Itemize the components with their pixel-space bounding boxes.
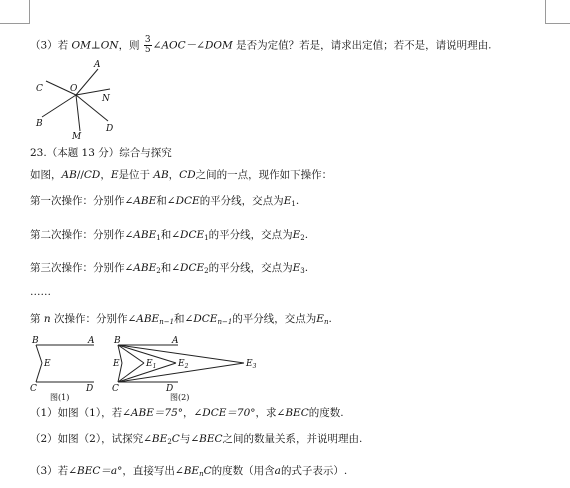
segment-ec: [36, 363, 42, 382]
op2-sub: 2: [300, 234, 305, 242]
operation-n: [30, 312, 332, 329]
q1-angle-dce: ∠DCE＝70°: [193, 407, 256, 419]
intro-f: 之间的一点，现作如下操作：: [195, 169, 333, 181]
op1-angle1: ∠ABE: [124, 195, 157, 207]
op3-b: 的平分线，交点为: [208, 262, 293, 274]
fig2-label-e1: $E_1$: [146, 359, 157, 370]
q2-angle-be2c: ∠BE: [143, 433, 168, 445]
opn-point: E: [316, 313, 324, 325]
rays-figure: [28, 55, 138, 143]
crop-mark-top-right-vertical: [545, 0, 546, 24]
q3-angle-bec: ∠BEC＝a°: [68, 465, 123, 477]
problem-heading: 23.（本题 13 分）综合与探究: [30, 147, 172, 159]
q3-prev-perp: ⊥: [90, 39, 101, 52]
fig2-label-e3: $E_3$: [246, 359, 257, 370]
op3-and: 和: [160, 262, 172, 274]
label-b: B: [36, 119, 43, 129]
opn-angle1: ∠ABE: [127, 313, 160, 325]
op1-angle2: ∠DCE: [166, 195, 200, 207]
frac-num: 3: [144, 35, 151, 45]
label-m: M: [72, 132, 82, 142]
opn-sub1: n−1: [159, 318, 175, 326]
q3-c: 的度数（用含: [211, 465, 275, 477]
opn-end: .: [328, 313, 332, 325]
crop-mark-top-left-horizontal: [0, 23, 30, 24]
figure-1: [28, 334, 108, 402]
figure-2-caption: 图(2): [170, 393, 190, 402]
opn-n: n: [43, 313, 51, 325]
problem-intro: [30, 168, 332, 182]
q2-c: 之间的数量关系，并说明理由.: [222, 433, 363, 445]
q2-sub: 2: [167, 438, 172, 446]
label-d: D: [106, 124, 114, 134]
opn-b: 次操作：分别作: [50, 313, 128, 325]
op1-sub: 1: [291, 200, 296, 208]
label-c: C: [36, 84, 43, 94]
label-n: N: [102, 94, 110, 104]
q2-angle-c: C: [171, 433, 180, 445]
opn-and: 和: [174, 313, 185, 325]
operation-3: [30, 261, 308, 278]
intro-c: 是位于: [118, 169, 154, 181]
fig2-label-b: B: [114, 336, 121, 346]
q1-b: ，: [183, 407, 194, 419]
op1-point: E: [283, 195, 292, 207]
op2-sub1: 1: [156, 234, 161, 242]
q3-b: ，直接写出: [122, 465, 175, 477]
q3-prev-then: ，则: [118, 39, 140, 52]
intro-ab: AB: [61, 169, 77, 181]
figure-1-caption: 图(1): [50, 393, 70, 402]
op2-a: 第二次操作：分别作: [30, 229, 125, 241]
q3-prev-expr: ∠AOC－∠DOM: [152, 39, 233, 52]
q3-prev-tail: 是否为定值？若是，请求出定值；若不是，请说明理由.: [236, 39, 492, 52]
intro-cd: CD: [83, 169, 101, 181]
operation-1: [30, 194, 299, 211]
q1-angle-abe: ∠ABE＝75°: [122, 407, 183, 419]
fig1-label-a: A: [88, 336, 95, 346]
segment-be: [36, 345, 42, 363]
op1-end: .: [295, 195, 300, 207]
label-a: A: [94, 60, 101, 70]
prev-question-3: [30, 36, 491, 55]
op3-sub2: 2: [204, 267, 209, 275]
op2-sub2: 1: [204, 234, 209, 242]
op3-sub1: 2: [156, 267, 161, 275]
op3-point: E: [292, 262, 301, 274]
fig2-label-a: A: [172, 336, 179, 346]
q1-c: ，求: [255, 407, 277, 419]
op2-angle1: ∠ABE: [124, 229, 157, 241]
op2-angle2: ∠DCE: [171, 229, 205, 241]
q2-angle-bec: ∠BEC: [190, 433, 223, 445]
fig1-label-e: E: [44, 359, 51, 369]
q3-prev-on: ON: [100, 39, 119, 52]
q2-a: （2）如图（2），试探究: [30, 433, 144, 445]
ellipsis: ……: [30, 286, 51, 298]
q2-b: 与: [179, 433, 191, 445]
fig2-label-e: E: [113, 359, 120, 369]
figure-2: [108, 334, 268, 402]
q1-angle-bec: ∠BEC: [276, 407, 309, 419]
q3-prev-om: OM: [71, 39, 91, 52]
q3-a: （3）若: [30, 465, 69, 477]
q3-prev-prefix: （3）若: [30, 39, 72, 52]
frac-den: 5: [144, 45, 151, 55]
question-3: [30, 464, 347, 481]
op2-end: .: [304, 229, 309, 241]
op3-sub: 3: [300, 267, 305, 275]
opn-sub: n: [323, 318, 329, 326]
fig2-label-d: D: [166, 384, 174, 394]
op3-angle2: ∠DCE: [171, 262, 205, 274]
op3-end: .: [304, 262, 309, 274]
q1-d: 的度数.: [308, 407, 344, 419]
opn-angle2: ∠DCE: [184, 313, 218, 325]
op2-point: E: [292, 229, 301, 241]
ray-om: [76, 95, 80, 131]
question-2: [30, 432, 362, 449]
question-1: [30, 406, 344, 420]
op1-a: 第一次操作：分别作: [30, 195, 125, 207]
ray-oa: [76, 69, 98, 95]
operation-2: [30, 228, 308, 245]
fig1-label-b: B: [32, 336, 39, 346]
fraction-3-5: [144, 36, 152, 55]
ray-ob: [42, 95, 76, 117]
q3-sub: n: [199, 470, 204, 478]
q3-angle-c: C: [203, 465, 212, 477]
crop-mark-top-left-vertical: [29, 0, 30, 24]
op1-b: 的平分线，交点为: [199, 195, 284, 207]
intro-d: ，: [168, 169, 180, 181]
fig2-label-c: C: [112, 384, 119, 394]
q3-var-a: a: [274, 465, 281, 477]
intro-a: 如图，: [30, 169, 62, 181]
intro-e: E: [110, 169, 119, 181]
op2-b: 的平分线，交点为: [208, 229, 293, 241]
q3-d: 的式子表示）.: [280, 465, 348, 477]
op2-and: 和: [160, 229, 172, 241]
intro-parallel: //: [76, 169, 84, 181]
crop-mark-top-right-horizontal: [545, 23, 570, 24]
op3-angle1: ∠ABE: [124, 262, 157, 274]
fig1-label-d: D: [86, 384, 94, 394]
label-o: O: [70, 84, 78, 94]
opn-c: 的平分线，交点为: [232, 313, 317, 325]
opn-sub2: n−1: [217, 318, 233, 326]
q3-angle-benc: ∠BE: [174, 465, 200, 477]
intro-b: ，: [100, 169, 111, 181]
opn-a: 第: [30, 313, 44, 325]
op3-a: 第三次操作：分别作: [30, 262, 125, 274]
intro-ab2: AB: [153, 169, 169, 181]
intro-cd2: CD: [179, 169, 196, 181]
op1-and: 和: [156, 195, 167, 207]
q1-a: （1）如图（1），若: [30, 407, 123, 419]
fig2-label-e2: $E_2$: [178, 359, 189, 370]
fig1-label-c: C: [30, 384, 37, 394]
